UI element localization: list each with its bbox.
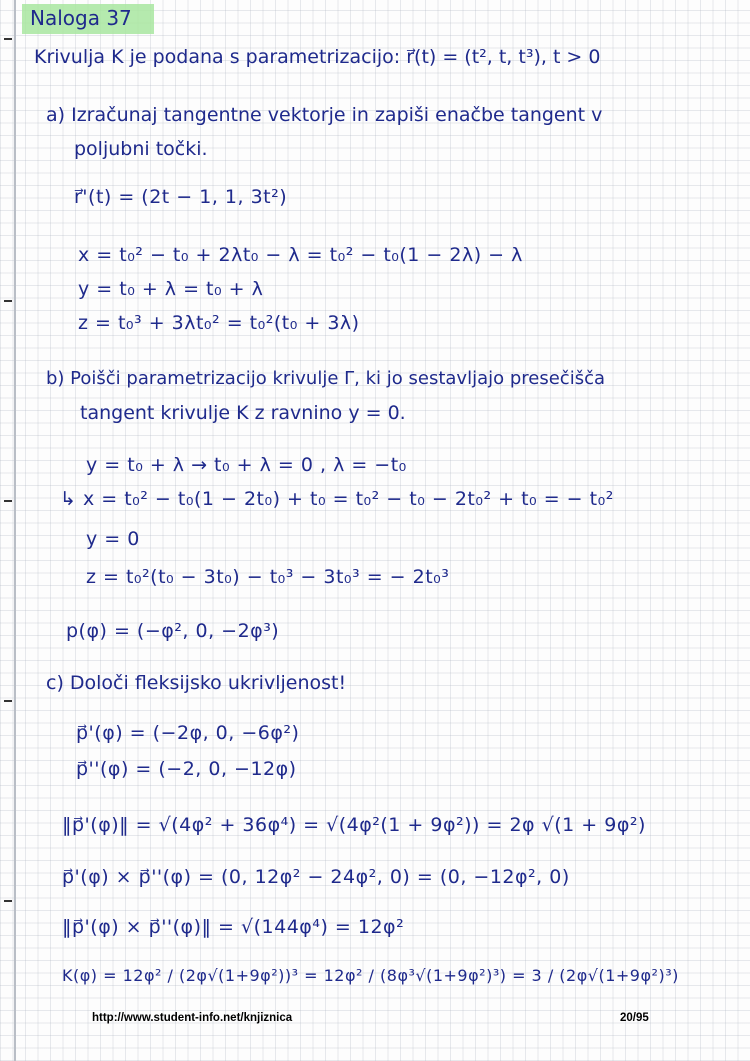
margin-line (14, 0, 16, 1061)
margin-mark (4, 38, 12, 40)
equation-line: p⃗''(φ) = (−2, 0, −12φ) (76, 758, 297, 780)
part-a-heading: a) Izračunaj tangentne vektorje in zapiši enačbe tangent v (46, 104, 603, 126)
equation-line: y = t₀ + λ = t₀ + λ (78, 278, 264, 300)
equation-line: p⃗'(φ) × p⃗''(φ) = (0, 12φ² − 24φ², 0) = (0, −12φ², 0) (62, 866, 570, 888)
page-number: 20/95 (620, 1012, 649, 1024)
footer-url: http://www.student-info.net/knjiznica (92, 1012, 293, 1024)
equation-line: r⃗'(t) = (2t − 1, 1, 3t²) (74, 186, 288, 208)
equation-line: z = t₀³ + 3λt₀² = t₀²(t₀ + 3λ) (78, 312, 360, 334)
equation-line: ↳ x = t₀² − t₀(1 − 2t₀) + t₀ = t₀² − t₀ − 2t₀² + t₀ = − t₀² (60, 488, 614, 510)
margin-mark (4, 900, 12, 902)
equation-line: ‖p⃗'(φ) × p⃗''(φ)‖ = √(144φ⁴) = 12φ² (62, 916, 405, 938)
part-c-heading: c) Določi fleksijsko ukrivljenost! (46, 672, 347, 694)
margin-mark (4, 300, 12, 302)
problem-intro: Krivulja K je podana s parametrizacijo: r⃗(t) = (t², t, t³), t > 0 (34, 46, 601, 68)
part-b-heading-cont: tangent krivulje K z ravnino y = 0. (80, 402, 406, 424)
equation-line: z = t₀²(t₀ − 3t₀) − t₀³ − 3t₀³ = − 2t₀³ (86, 566, 450, 588)
equation-line: x = t₀² − t₀ + 2λt₀ − λ = t₀² − t₀(1 − 2λ) − λ (78, 244, 523, 266)
page-title: Naloga 37 (30, 6, 132, 30)
margin-mark (4, 500, 12, 502)
margin-mark (4, 700, 12, 702)
equation-line: p⃗'(φ) = (−2φ, 0, −6φ²) (76, 722, 300, 744)
equation-line: ‖p⃗'(φ)‖ = √(4φ² + 36φ⁴) = √(4φ²(1 + 9φ²)) = 2φ √(1 + 9φ²) (62, 814, 646, 836)
curvature-result: K(φ) = 12φ² / (2φ√(1+9φ²))³ = 12φ² / (8φ³√(1+9φ²)³) = 3 / (2φ√(1+9φ²)³) (62, 966, 679, 985)
part-a-heading-cont: poljubni točki. (74, 138, 208, 160)
equation-line: y = 0 (86, 528, 140, 550)
equation-line: y = t₀ + λ → t₀ + λ = 0 , λ = −t₀ (86, 454, 407, 476)
part-b-heading: b) Poišči parametrizacijo krivulje Γ, ki jo sestavljajo presečišča (46, 368, 605, 389)
result-parametrization: p(φ) = (−φ², 0, −2φ³) (66, 620, 280, 642)
